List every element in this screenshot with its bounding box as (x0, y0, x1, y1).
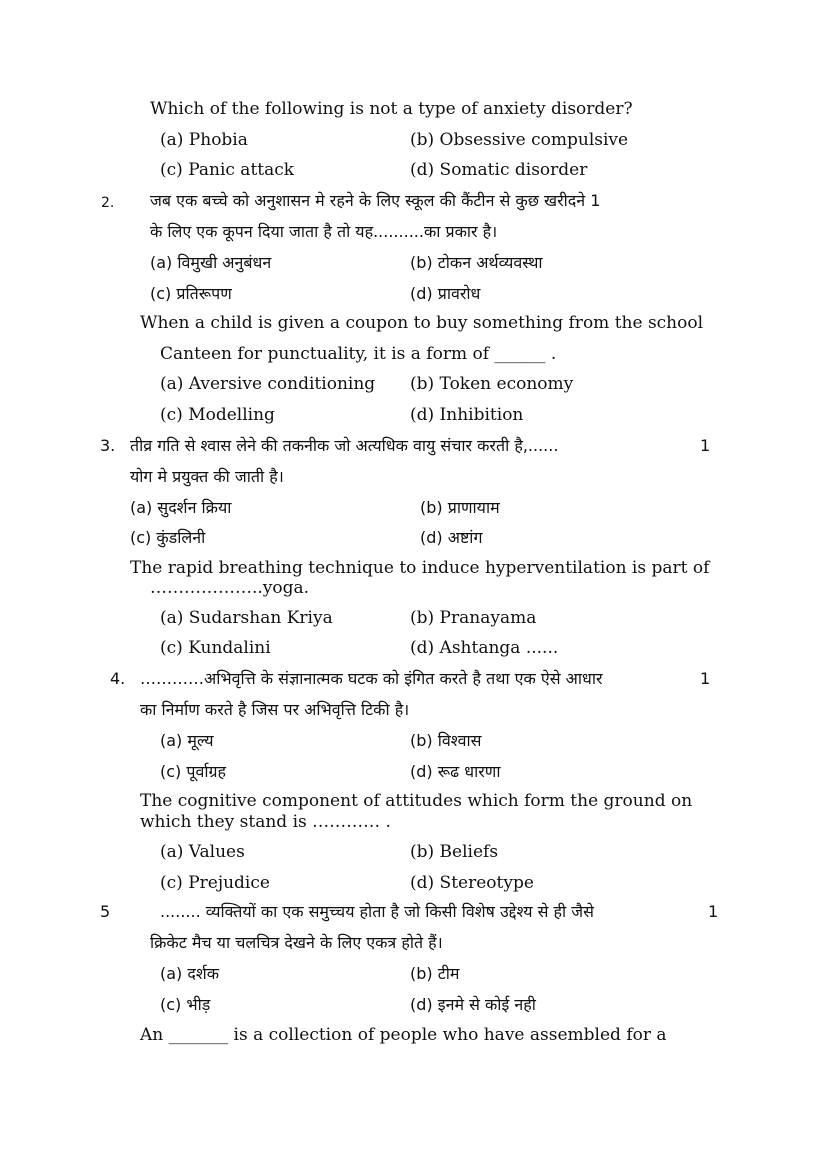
q1-option-b: (b) Obsessive compulsive (410, 130, 629, 150)
q3-option-a-hi: (a) सुदर्शन क्रिया (130, 498, 232, 517)
q5-question-hi-line2: क्रिकेट मैच या चलचित्र देखने के लिए एकत्र होते हैं। (150, 933, 443, 952)
q2-option-d-en: (d) Inhibition (410, 405, 524, 425)
q4-option-a-en: (a) Values (160, 842, 245, 862)
q3-marks: 1 (700, 436, 711, 455)
q4-number: 4. (110, 669, 126, 688)
q4-option-c-hi: (c) पूर्वाग्रह (160, 762, 227, 781)
q5-question-en-line1: An _______ is a collection of people who have assembled for a (140, 1025, 667, 1045)
q2-question-hi-line2: के लिए एक कूपन दिया जाता है तो यह..........का प्रकार है। (150, 222, 498, 241)
q4-option-b-en: (b) Beliefs (410, 842, 499, 862)
q1-option-a: (a) Phobia (160, 130, 248, 150)
q2-option-b-hi: (b) टोकन अर्थव्यवस्था (410, 253, 543, 272)
q3-question-hi-line2: योग मे प्रयुक्त की जाती है। (130, 467, 284, 486)
q5-marks: 1 (708, 902, 719, 921)
q2-option-d-hi: (d) प्रावरोध (410, 284, 481, 303)
q2-question-hi-line1: जब एक बच्चे को अनुशासन मे रहने के लिए स्कूल की कैंटीन से कुछ खरीदने 1 (150, 191, 601, 210)
q3-option-b-hi: (b) प्राणायाम (420, 498, 500, 517)
q5-option-a-hi: (a) दर्शक (160, 964, 220, 983)
q5-option-c-hi: (c) भीड़ (160, 995, 211, 1014)
q3-question-en-line2: ………………..yoga. (150, 578, 310, 598)
q1-question-en: Which of the following is not a type of anxiety disorder? (150, 99, 633, 119)
q4-marks: 1 (700, 669, 711, 688)
q3-option-d-en: (d) Ashtanga ...... (410, 638, 559, 658)
q5-number: 5 (100, 902, 111, 921)
q2-option-a-hi: (a) विमुखी अनुबंधन (150, 253, 272, 272)
q4-question-hi-line2: का निर्माण करते है जिस पर अभिवृत्ति टिकी है। (140, 700, 410, 719)
q2-option-c-en: (c) Modelling (160, 405, 275, 425)
q2-option-c-hi: (c) प्रतिरूपण (150, 284, 232, 303)
q4-option-d-hi: (d) रूढ धारणा (410, 762, 501, 781)
q3-option-c-hi: (c) कुंडलिनी (130, 528, 206, 547)
q1-option-d: (d) Somatic disorder (410, 160, 588, 180)
q5-option-d-hi: (d) इनमे से कोई नही (410, 995, 536, 1014)
q3-number: 3. (100, 436, 116, 455)
q2-question-en-line1: When a child is given a coupon to buy something from the school (140, 313, 704, 333)
q3-option-c-en: (c) Kundalini (160, 638, 271, 658)
q3-option-b-en: (b) Pranayama (410, 608, 537, 628)
q3-option-a-en: (a) Sudarshan Kriya (160, 608, 333, 628)
q2-option-a-en: (a) Aversive conditioning (160, 374, 376, 394)
q5-question-hi-line1: ........ व्यक्तियों का एक समुच्चय होता है जो किसी विशेष उद्देश्य से ही जैसे (160, 902, 594, 921)
q4-option-c-en: (c) Prejudice (160, 873, 270, 893)
q4-question-hi-line1: …………अभिवृत्ति के संज्ञानात्मक घटक को इंगित करते है तथा एक ऐसे आधार (140, 669, 603, 688)
q3-option-d-hi: (d) अष्टांग (420, 528, 483, 547)
q4-option-d-en: (d) Stereotype (410, 873, 534, 893)
q2-option-b-en: (b) Token economy (410, 374, 574, 394)
q4-question-en-line2: which they stand is ………… . (140, 812, 391, 832)
q3-question-hi-line1: तीव्र गति से श्वास लेने की तकनीक जो अत्यधिक वायु संचार करती है,...... (130, 436, 559, 455)
q5-option-b-hi: (b) टीम (410, 964, 460, 983)
q2-question-en-line2: Canteen for punctuality, it is a form of ______ . (160, 344, 557, 364)
q4-option-a-hi: (a) मूल्य (160, 731, 214, 750)
q4-question-en-line1: The cognitive component of attitudes which form the ground on (140, 791, 693, 811)
q2-number: 2. (101, 195, 115, 211)
q1-option-c: (c) Panic attack (160, 160, 295, 180)
q3-question-en-line1: The rapid breathing technique to induce hyperventilation is part of (130, 558, 710, 578)
q4-option-b-hi: (b) विश्वास (410, 731, 482, 750)
